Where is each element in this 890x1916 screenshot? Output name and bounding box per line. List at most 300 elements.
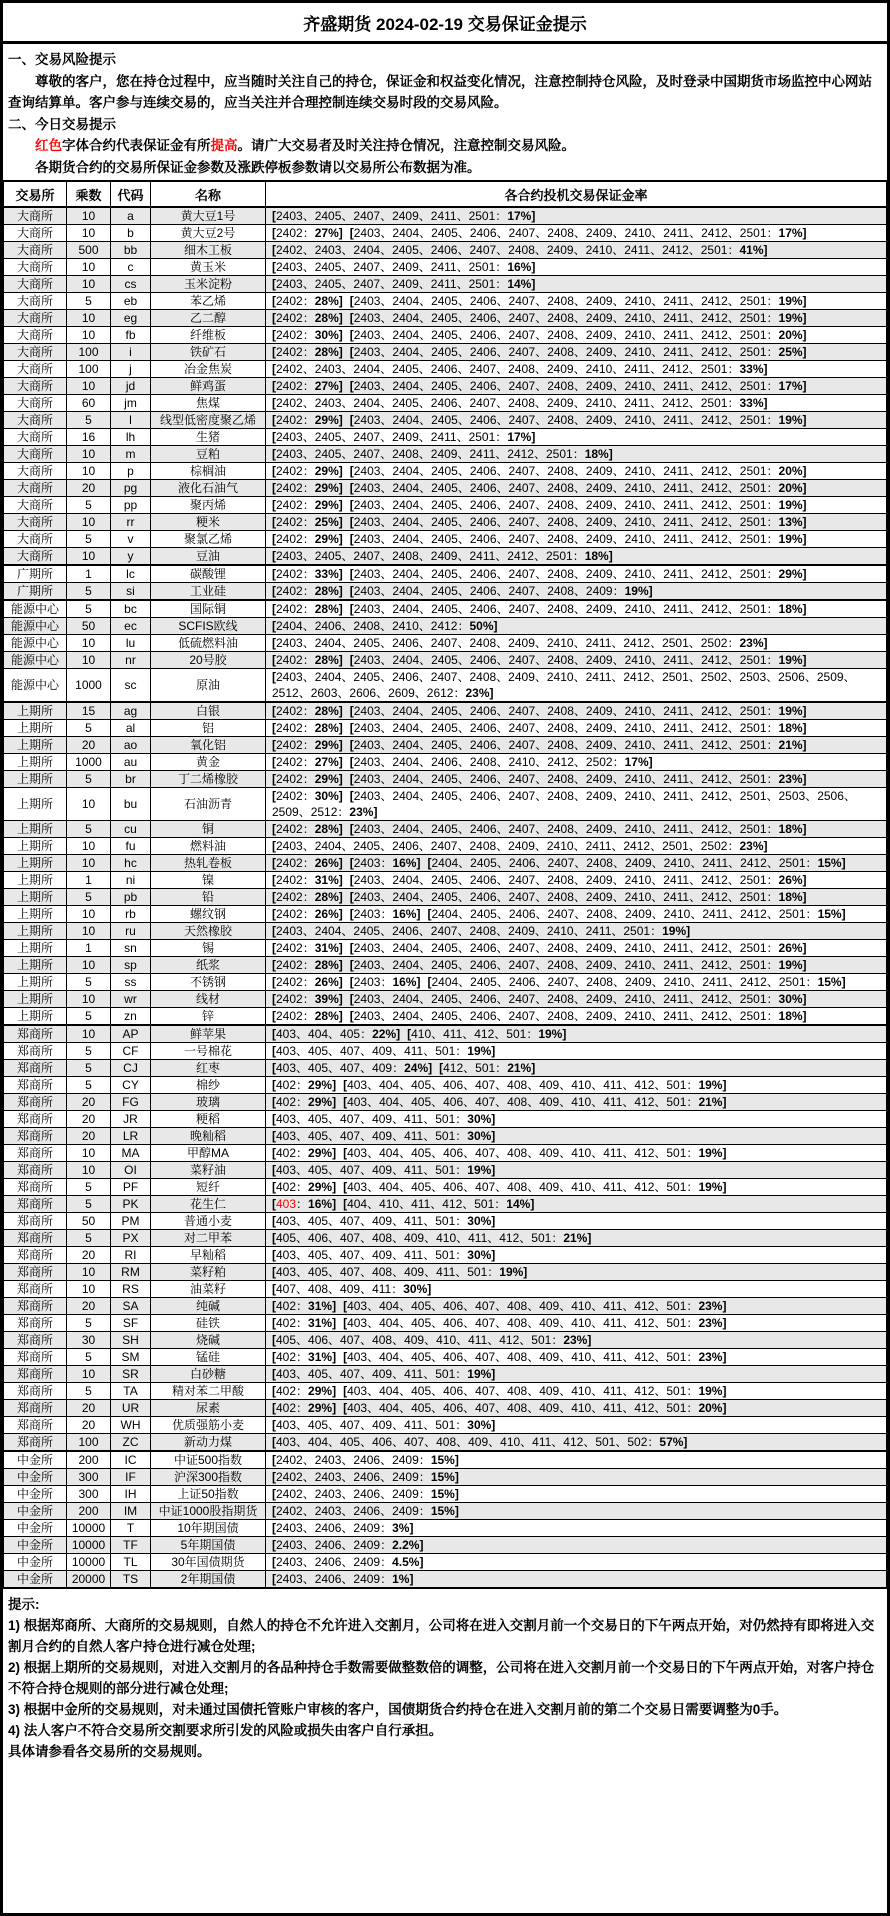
table-row [4,310,887,327]
red-font-label: 红色 [35,138,62,153]
exchange-cell: 郑商所 [4,1383,67,1400]
exchange-cell: 上期所 [4,737,67,754]
contract-rate-group: [2403：16%] [349,907,421,921]
name-cell: 豆粕 [151,446,266,463]
exchange-cell: 中金所 [4,1520,67,1537]
contract-rate-group: [2403、2404、2405、2406、2407、2408、2409、2410、2411、2412、2501：21%] [349,738,807,752]
notice-tail-text: 。请广大交易者及时关注持仓情况，注意控制交易风险。 [237,138,575,153]
name-cell: 烧碱 [151,1332,266,1349]
contract-list: 2403、2404、2405、2406、2407、2408、2409、2410、2411、2412、2501 [353,226,767,240]
table-row [4,293,887,310]
contract-list: 2403、2406、2409 [276,1555,381,1569]
table-row [4,1162,887,1179]
contract-rate-group: [2403、2404、2405、2406、2407、2408、2409、2410、2411、2412、2501：17%] [349,379,807,393]
exchange-cell: 上期所 [4,957,67,974]
code-cell: bu [111,788,151,821]
name-cell: 线型低密度聚乙烯 [151,412,266,429]
contract-list: 2403、2405、2407、2408、2409、2411、2412、2501 [276,549,573,563]
contract-rate-group: [2402、2403、2404、2405、2406、2407、2408、2409、2410、2411、2412、2501：33%] [272,362,768,376]
code-cell: bb [111,242,151,259]
multiplier-cell: 16 [67,429,111,446]
contract-list: 2402 [276,294,303,308]
risk-heading: 一、交易风险提示 [8,52,116,67]
contract-list: 2403、2404、2405、2406、2407、2408、2409、2410、2411、2412、2501 [353,721,767,735]
rates-cell [266,771,887,788]
exchange-cell: 广期所 [4,565,67,583]
rates-cell [266,600,887,618]
contract-list: 403、405、407、409、411、501 [276,1112,456,1126]
rates-cell [266,497,887,514]
multiplier-cell: 10 [67,838,111,855]
contract-list: 403、405、407、409、411、501 [276,1214,456,1228]
name-cell: 锌 [151,1008,266,1026]
contract-list: 2403、2404、2405、2406、2407、2408、2409、2410、2411、2412、2501 [353,941,767,955]
rates-cell [266,1434,887,1452]
name-cell: 尿素 [151,1400,266,1417]
contract-list: 2403、2404、2405、2406、2407、2408、2409、2410、2411、2412、2501 [353,515,767,529]
code-cell: ss [111,974,151,991]
exchange-cell: 大商所 [4,378,67,395]
contract-list: 2404、2405、2406、2407、2408、2409、2410、2411、2412、2501 [431,975,806,989]
rates-cell [266,446,887,463]
contract-rate-group: [2402：29%] [272,738,343,752]
contract-rate-group: [2402：28%] [272,958,343,972]
name-cell: 液化石油气 [151,480,266,497]
contract-rate-group: [402：29%] [272,1180,337,1194]
code-cell: CF [111,1043,151,1060]
multiplier-cell: 10 [67,906,111,923]
code-cell: lc [111,565,151,583]
name-cell: 铅 [151,889,266,906]
contract-list: 2403、2405、2407、2408、2409、2411、2412、2501 [276,447,573,461]
exchange-cell: 郑商所 [4,1025,67,1043]
rates-cell [266,531,887,548]
contract-list: 2402 [276,738,303,752]
code-cell: lu [111,635,151,652]
table-row [4,1213,887,1230]
rates-cell [266,1145,887,1162]
contract-rate-group: [2403、2404、2405、2406、2407、2408、2409、2410、2411、2412、2501：25%] [349,345,807,359]
rates-cell [266,1128,887,1145]
contract-rate-group: [403、405、407、409、411、501：19%] [272,1367,496,1381]
page-title: 齐盛期货 2024-02-19 交易保证金提示 [3,3,887,44]
exchange-cell: 大商所 [4,412,67,429]
table-row [4,906,887,923]
rates-cell [266,974,887,991]
name-cell: 镍 [151,872,266,889]
name-cell: 甲醇MA [151,1145,266,1162]
contract-list: 2402 [276,311,303,325]
contract-list: 2403、2404、2405、2406、2407、2408、2409、2410、2411、2412、2501 [353,481,767,495]
code-cell: p [111,463,151,480]
exchange-cell: 中金所 [4,1486,67,1503]
multiplier-cell: 10 [67,259,111,276]
contract-list: 2403、2406、2409 [276,1572,381,1586]
name-cell: 棕榈油 [151,463,266,480]
rates-cell [266,1060,887,1077]
table-row [4,1281,887,1298]
contract-rate-group: [410、411、412、501：19%] [407,1027,567,1041]
table-row [4,463,887,480]
multiplier-cell: 5 [67,821,111,838]
contract-rate-group: [2403、2406、2409：2.2%] [272,1538,424,1552]
table-row [4,1520,887,1537]
multiplier-cell: 10 [67,276,111,293]
code-cell: a [111,207,151,225]
contract-rate-group: [2402、2403、2404、2405、2406、2407、2408、2409、2410、2411、2412、2501：41%] [272,243,768,257]
name-cell: 白砂糖 [151,1366,266,1383]
contract-list: 2402 [276,602,303,616]
contract-list: 2402 [276,755,303,769]
contract-rate-group: [2403、2405、2407、2408、2409、2411、2412、2501：18%] [272,447,613,461]
table-row [4,1145,887,1162]
notice-mid-text: 字体合约代表保证金有所 [62,138,211,153]
name-cell: 国际铜 [151,600,266,618]
rates-cell [266,1179,887,1196]
table-row [4,838,887,855]
contract-rate-group: [2403、2404、2405、2406、2407、2408、2409、2410、2411、2412、2501：20%] [349,464,807,478]
multiplier-cell: 10 [67,327,111,344]
code-cell: fu [111,838,151,855]
contract-rate-group: [2402：25%] [272,515,343,529]
contract-rate-group: [2403、2404、2405、2406、2407、2408、2409、2410、2411、2412、2501：19%] [349,498,807,512]
contract-list: 2403、2404、2405、2406、2407、2408、2409、2410、2411、2412、2501 [353,992,767,1006]
contract-list: 2403、2404、2405、2406、2407、2408、2409、2410、2411、2412、2501 [353,873,767,887]
contract-rate-group: [2403、2404、2405、2406、2407、2408、2409、2410、2411、2412、2501：30%] [349,992,807,1006]
rates-cell [266,754,887,771]
multiplier-cell: 5 [67,497,111,514]
code-cell: sn [111,940,151,957]
contract-list: 402 [276,1095,297,1109]
table-row [4,1383,887,1400]
contract-list: 2402 [276,772,303,786]
multiplier-cell: 20 [67,1094,111,1111]
name-cell: 普通小麦 [151,1213,266,1230]
contract-rate-group: [2402：27%] [272,379,343,393]
exchange-cell: 郑商所 [4,1400,67,1417]
contract-list: 2402 [276,907,303,921]
contract-list: 2402 [276,822,303,836]
contract-rate-group: [403、404、405、406、407、408、409、410、411、412、501：19%] [343,1384,727,1398]
multiplier-cell: 10 [67,1366,111,1383]
code-cell: UR [111,1400,151,1417]
code-cell: SH [111,1332,151,1349]
code-cell: IM [111,1503,151,1520]
name-cell: 黄玉米 [151,259,266,276]
contract-list: 2403、2406、2409 [276,1538,381,1552]
code-cell: TA [111,1383,151,1400]
contract-rate-group: [403、405、407、408、409、411、501：19%] [272,1265,528,1279]
exchange-cell: 郑商所 [4,1077,67,1094]
exchange-cell: 大商所 [4,497,67,514]
contract-rate-group: [2403、2406、2409：4.5%] [272,1555,424,1569]
contract-rate-group: [403、405、407、409、411、501：30%] [272,1214,496,1228]
code-cell: TL [111,1554,151,1571]
code-cell: PK [111,1196,151,1213]
contract-rate-group: [403、404、405、406、407、408、409、410、411、412、501：19%] [343,1180,727,1194]
name-cell: 乙二醇 [151,310,266,327]
rates-cell [266,1469,887,1486]
contract-list: 2403、2404、2405、2406、2407、2408、2409、2410、2411、2412、2501 [353,890,767,904]
contract-list: 2402 [276,464,303,478]
contract-rate-group: [2402：28%] [272,584,343,598]
exchange-cell: 中金所 [4,1571,67,1589]
name-cell: 对二甲苯 [151,1230,266,1247]
name-cell: 鲜苹果 [151,1025,266,1043]
code-cell: IF [111,1469,151,1486]
contract-rate-group: [2402：28%] [272,653,343,667]
contract-list: 402 [276,1180,297,1194]
contract-list: 2403、2404、2405、2406、2407、2408、2409、2410、2411、2412、2501、2502 [276,636,728,650]
name-cell: 丁二烯橡胶 [151,771,266,788]
exchange-cell: 郑商所 [4,1247,67,1264]
code-cell: TS [111,1571,151,1589]
multiplier-cell: 10 [67,1264,111,1281]
contract-list: 410、411、412、501 [411,1027,527,1041]
rates-cell [266,480,887,497]
rates-cell [266,344,887,361]
header-rates: 各合约投机交易保证金率 [266,181,887,207]
contract-rate-group: [403、405、407、409、411、501：30%] [272,1112,496,1126]
rates-cell [266,872,887,889]
multiplier-cell: 5 [67,1077,111,1094]
rates-cell [266,429,887,446]
name-cell: 2年期国债 [151,1571,266,1589]
contract-list: 2402 [276,958,303,972]
contract-list: 2404、2406、2408、2410、2412 [276,619,458,633]
contract-rate-group: [2403、2404、2405、2406、2407、2408、2409、2410、2411、2412、2501：19%] [349,294,807,308]
multiplier-cell: 300 [67,1469,111,1486]
contract-list: 402 [276,1299,297,1313]
contract-list: 403、404、405、406、407、408、409、410、411、412、501 [347,1316,687,1330]
table-row [4,1469,887,1486]
contract-list: 403、405、407、408、409、411、501 [276,1265,488,1279]
multiplier-cell: 1 [67,565,111,583]
rates-cell [266,1332,887,1349]
exchange-cell: 大商所 [4,548,67,566]
exchange-cell: 上期所 [4,720,67,737]
code-cell: zn [111,1008,151,1026]
code-cell: ao [111,737,151,754]
contract-rate-group: [2404、2405、2406、2407、2408、2409、2410、2411、2412、2501：15%] [427,856,846,870]
contract-rate-group: [2403、2406、2409：1%] [272,1572,414,1586]
name-cell: 红枣 [151,1060,266,1077]
name-cell: 黄金 [151,754,266,771]
contract-rate-group: [2403、2404、2405、2406、2407、2408、2409、2410、2411、2412、2501：18%] [349,890,807,904]
code-cell: ZC [111,1434,151,1452]
contract-list: 403、405、407、409、411、501 [276,1163,456,1177]
code-cell: FG [111,1094,151,1111]
contract-list: 2402、2403、2404、2405、2406、2407、2408、2409、2410、2411、2412、2501 [276,362,728,376]
table-header-row [4,181,887,207]
exchange-cell: 郑商所 [4,1349,67,1366]
contract-list: 402 [276,1316,297,1330]
multiplier-cell: 10 [67,514,111,531]
contract-list: 2402、2403、2406、2409 [276,1487,419,1501]
multiplier-cell: 10 [67,463,111,480]
multiplier-cell: 200 [67,1503,111,1520]
exchange-cell: 大商所 [4,259,67,276]
code-cell: hc [111,855,151,872]
table-row [4,1503,887,1520]
code-cell: jd [111,378,151,395]
table-row [4,635,887,652]
contract-list: 403、405、407、409、411、501 [276,1044,456,1058]
contract-rate-group: [2403、2404、2405、2406、2407、2408、2409：19%] [349,584,653,598]
code-cell: LR [111,1128,151,1145]
code-cell: MA [111,1145,151,1162]
contract-rate-group: [2403、2404、2405、2406、2407、2408、2409、2410、2411、2412、2501：23%] [349,772,807,786]
header-name: 名称 [151,181,266,207]
exchange-cell: 郑商所 [4,1315,67,1332]
table-row [4,923,887,940]
rates-cell [266,412,887,429]
contract-list: 403、404、405、406、407、408、409、410、411、412、501 [347,1384,687,1398]
multiplier-cell: 10 [67,310,111,327]
name-cell: 菜籽粕 [151,1264,266,1281]
table-row [4,991,887,1008]
code-cell: au [111,754,151,771]
multiplier-cell: 20 [67,1298,111,1315]
contract-list: 2402、2403、2404、2405、2406、2407、2408、2409、2410、2411、2412、2501 [276,243,728,257]
name-cell: 中证500指数 [151,1451,266,1469]
contract-rate-group: [2402：27%] [272,755,343,769]
name-cell: 10年期国债 [151,1520,266,1537]
contract-list: 2402 [276,532,303,546]
code-cell: CY [111,1077,151,1094]
code-cell: sc [111,669,151,703]
contract-list: 2403、2406、2409 [276,1521,381,1535]
header-code: 代码 [111,181,151,207]
multiplier-cell: 5 [67,1043,111,1060]
rates-cell [266,1298,887,1315]
multiplier-cell: 50 [67,1213,111,1230]
contract-rate-group: [2402：31%] [272,873,343,887]
table-row [4,855,887,872]
params-note: 各期货合约的交易所保证金参数及涨跌停板参数请以交易所公布数据为准。 [35,159,481,175]
contract-list: 2403、2404、2405、2406、2407、2408、2409、2410、2411、2412、2501 [353,1009,767,1023]
contract-rate-group: [402：29%] [272,1078,337,1092]
contract-rate-group: [2402：39%] [272,992,343,1006]
rates-cell [266,1400,887,1417]
name-cell: 黄大豆1号 [151,207,266,225]
name-cell: 玉米淀粉 [151,276,266,293]
contract-list: 2402、2403、2406、2409 [276,1453,419,1467]
code-cell: SM [111,1349,151,1366]
exchange-cell: 上期所 [4,889,67,906]
contract-list: 2402 [276,873,303,887]
name-cell: 低硫燃料油 [151,635,266,652]
table-row [4,600,887,618]
exchange-cell: 大商所 [4,531,67,548]
exchange-cell: 能源中心 [4,669,67,703]
name-cell: 花生仁 [151,1196,266,1213]
code-cell: rb [111,906,151,923]
name-cell: 纸浆 [151,957,266,974]
contract-rate-group: [2403、2404、2405、2406、2407、2408、2409、2410、2411、2412、2501：20%] [349,328,807,342]
header-exchange: 交易所 [4,181,67,207]
exchange-cell: 郑商所 [4,1043,67,1060]
contract-list: 2402 [276,584,303,598]
exchange-cell: 大商所 [4,327,67,344]
table-row [4,974,887,991]
code-cell: SA [111,1298,151,1315]
table-row [4,1008,887,1026]
contract-rate-group: [2403、2404、2405、2406、2407、2408、2409、2410、2411、2412、2501：17%] [349,226,807,240]
name-cell: 焦煤 [151,395,266,412]
table-row [4,412,887,429]
rates-cell [266,1451,887,1469]
contract-list: 2403、2404、2405、2406、2407、2408、2409、2410、2411、2412、2501 [353,704,767,718]
rates-cell [266,1094,887,1111]
code-cell: PF [111,1179,151,1196]
contract-rate-group: [2403：16%] [349,975,421,989]
table-row [4,497,887,514]
multiplier-cell: 5 [67,1383,111,1400]
name-cell: 粳稻 [151,1111,266,1128]
table-row [4,1434,887,1452]
contract-rate-group: [2402：28%] [272,1009,343,1023]
multiplier-cell: 20000 [67,1571,111,1589]
multiplier-cell: 5 [67,889,111,906]
exchange-cell: 中金所 [4,1554,67,1571]
contract-rate-group: [2402、2403、2406、2409：15%] [272,1453,459,1467]
table-row [4,565,887,583]
contract-rate-group: [2403、2405、2407、2408、2409、2411、2412、2501：18%] [272,549,613,563]
exchange-cell: 郑商所 [4,1094,67,1111]
rates-cell [266,1503,887,1520]
contract-rate-group: [402：29%] [272,1401,337,1415]
rates-cell [266,991,887,1008]
name-cell: 聚丙烯 [151,497,266,514]
table-row [4,1554,887,1571]
code-cell: SF [111,1315,151,1332]
exchange-cell: 上期所 [4,788,67,821]
multiplier-cell: 5 [67,1315,111,1332]
name-cell: 油菜籽 [151,1281,266,1298]
multiplier-cell: 10 [67,991,111,1008]
table-row [4,889,887,906]
exchange-cell: 大商所 [4,293,67,310]
code-cell: RI [111,1247,151,1264]
contract-list: 2403、2404、2405、2406、2407、2408、2409、2410、2411、2412、2501 [353,772,767,786]
raised-label: 提高 [210,138,238,153]
rates-cell [266,635,887,652]
rates-cell [266,395,887,412]
code-cell: RM [111,1264,151,1281]
code-cell: RS [111,1281,151,1298]
contract-list: 2403、2405、2407、2409、2411、2501 [276,209,496,223]
contract-list: 2403、2404、2405、2406、2407、2408、2409、2410、2411、2412、2501 [353,738,767,752]
multiplier-cell: 5 [67,771,111,788]
multiplier-cell: 5 [67,293,111,310]
contract-list: 403、404、405、406、407、408、409、410、411、412、501 [347,1146,687,1160]
table-row [4,344,887,361]
footer-note: 1) 根据郑商所、大商所的交易规则，自然人的持仓不允许进入交割月，公司将在进入交割月前一个交易日的下午两点开始，对仍然持有即将进入交割月合约的自然人客户持仓进行减仓处理; [8,1618,875,1654]
contract-rate-group: [405、406、407、408、409、410、411、412、501：21%] [272,1231,592,1245]
code-cell: cs [111,276,151,293]
contract-rate-group: [2403、2404、2405、2406、2407、2408、2409、2410、2411、2412、2501：19%] [349,413,807,427]
multiplier-cell: 5 [67,1008,111,1026]
exchange-cell: 大商所 [4,395,67,412]
rates-cell [266,361,887,378]
table-row [4,480,887,497]
name-cell: 早籼稻 [151,1247,266,1264]
name-cell: 新动力煤 [151,1434,266,1452]
code-cell: rr [111,514,151,531]
rates-cell [266,514,887,531]
exchange-cell: 上期所 [4,974,67,991]
